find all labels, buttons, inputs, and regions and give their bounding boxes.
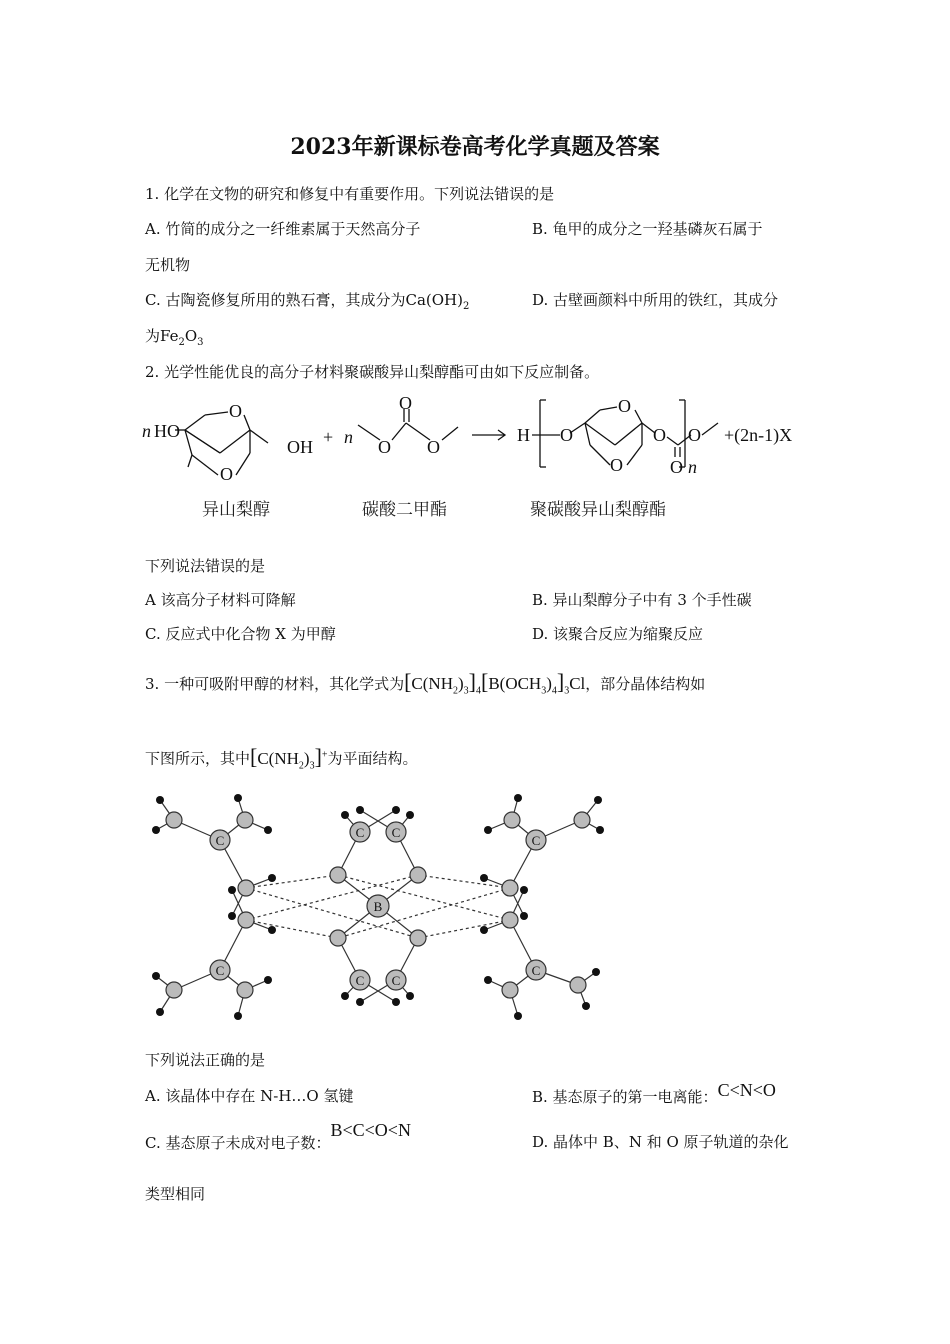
caption-dimethyl-carbonate: 碳酸二甲酯 xyxy=(362,500,447,519)
atom-c-right-top: C xyxy=(531,833,541,848)
q2-option-c: C. 反应式中化合物 X 为甲醇 xyxy=(145,625,336,643)
caption-polymer: 聚碳酸异山梨醇酯 xyxy=(530,500,666,519)
q1-option-d-continued: 为$Fe_2O_3$ xyxy=(145,327,204,348)
carbonate-o-right: O xyxy=(427,437,440,457)
q1-option-b: B. 龟甲的成分之一羟基磷灰石属于 xyxy=(532,220,763,238)
q2-option-a: A 该高分子材料可降解 xyxy=(145,591,296,609)
q1-option-c: C. 古陶瓷修复所用的熟石膏，其成分为$Ca(OH)_2$ xyxy=(145,291,470,312)
caption-isosorbide: 异山梨醇 xyxy=(202,500,270,519)
q3-option-a: A. 该晶体中存在 N-H…O 氢键 xyxy=(145,1087,354,1105)
scheme-n2: n xyxy=(344,427,353,447)
polymer-o-end: O xyxy=(688,425,701,445)
scheme-plus: + xyxy=(323,427,334,447)
page-title: 2023年新课标卷高考化学真题及答案 xyxy=(290,134,660,160)
q1-option-b-continued: 无机物 xyxy=(145,256,191,274)
crystal-structure-figure xyxy=(140,780,620,1030)
scheme-n1: n xyxy=(142,421,151,441)
polymer-ring-o-bottom: O xyxy=(610,455,623,475)
carbonate-o-left: O xyxy=(378,437,391,457)
q3-stem: 3. 一种可吸附甲醇的材料，其化学式为$[C(NH_2)_3]_4[B(OCH_3)_4]_3Cl$，部分晶体结构如 xyxy=(145,669,706,697)
polymer-ring-o-top: O xyxy=(618,396,631,416)
atom-c-center-tr: C xyxy=(391,825,401,840)
q3-chemical-formula: $[C(NH_2)_3]_4[B(OCH_3)_4]_3Cl$ xyxy=(404,669,586,697)
scheme-byproduct: +(2n-1)X xyxy=(724,425,793,445)
carbonate-o-top: O xyxy=(399,395,412,413)
polymer-n: n xyxy=(688,457,697,477)
scheme-oh: OH xyxy=(287,437,313,457)
q2-stem: 2. 光学性能优良的高分子材料聚碳酸异山梨醇酯可由如下反应制备。 xyxy=(145,363,600,381)
q3-option-b: B. 基态原子的第一电离能：C<N<O xyxy=(532,1080,776,1106)
q1-option-d: D. 古壁画颜料中所用的铁红，其成分 xyxy=(532,291,779,309)
q3-option-c: C. 基态原子未成对电子数：B<C<O<N xyxy=(145,1120,411,1152)
q3-stem-line2: 下图所示，其中$[C(NH_2)_3]^+$为平面结构。 xyxy=(145,743,418,772)
atom-b-center: B xyxy=(373,899,383,914)
atom-c-center-bl: C xyxy=(355,973,365,988)
q2-prompt: 下列说法错误的是 xyxy=(145,557,266,575)
q3-option-d-continued: 类型相同 xyxy=(145,1185,206,1203)
q3-prompt: 下列说法正确的是 xyxy=(145,1051,266,1069)
atom-c-center-tl: C xyxy=(355,825,365,840)
polymer-carbonyl-o: O xyxy=(670,457,683,477)
atom-c-center-br: C xyxy=(391,973,401,988)
svg-text:n xyxy=(142,421,151,441)
q1-option-a: A. 竹简的成分之一纤维素属于天然高分子 xyxy=(145,220,421,238)
q3-option-d: D. 晶体中 B、N 和 O 原子轨道的杂化 xyxy=(532,1133,789,1151)
q1-stem: 1. 化学在文物的研究和修复中有重要作用。下列说法错误的是 xyxy=(145,185,555,203)
scheme-ring-o-top: O xyxy=(229,401,242,421)
atom-c-left-top: C xyxy=(215,833,225,848)
reaction-scheme xyxy=(140,395,820,525)
polymer-h: H xyxy=(517,425,530,445)
q3-cation-formula: $[C(NH_2)_3]^+$ xyxy=(250,743,328,772)
scheme-ring-o-bottom: O xyxy=(220,464,233,484)
atom-c-right-bottom: C xyxy=(531,963,541,978)
q2-option-d: D. 该聚合反应为缩聚反应 xyxy=(532,625,704,643)
q2-option-b: B. 异山梨醇分子中有 3 个手性碳 xyxy=(532,591,752,609)
polymer-o-right: O xyxy=(653,425,666,445)
polymer-o-left: O xyxy=(560,425,573,445)
scheme-ho: HO xyxy=(154,421,180,441)
atom-c-left-bottom: C xyxy=(215,963,225,978)
